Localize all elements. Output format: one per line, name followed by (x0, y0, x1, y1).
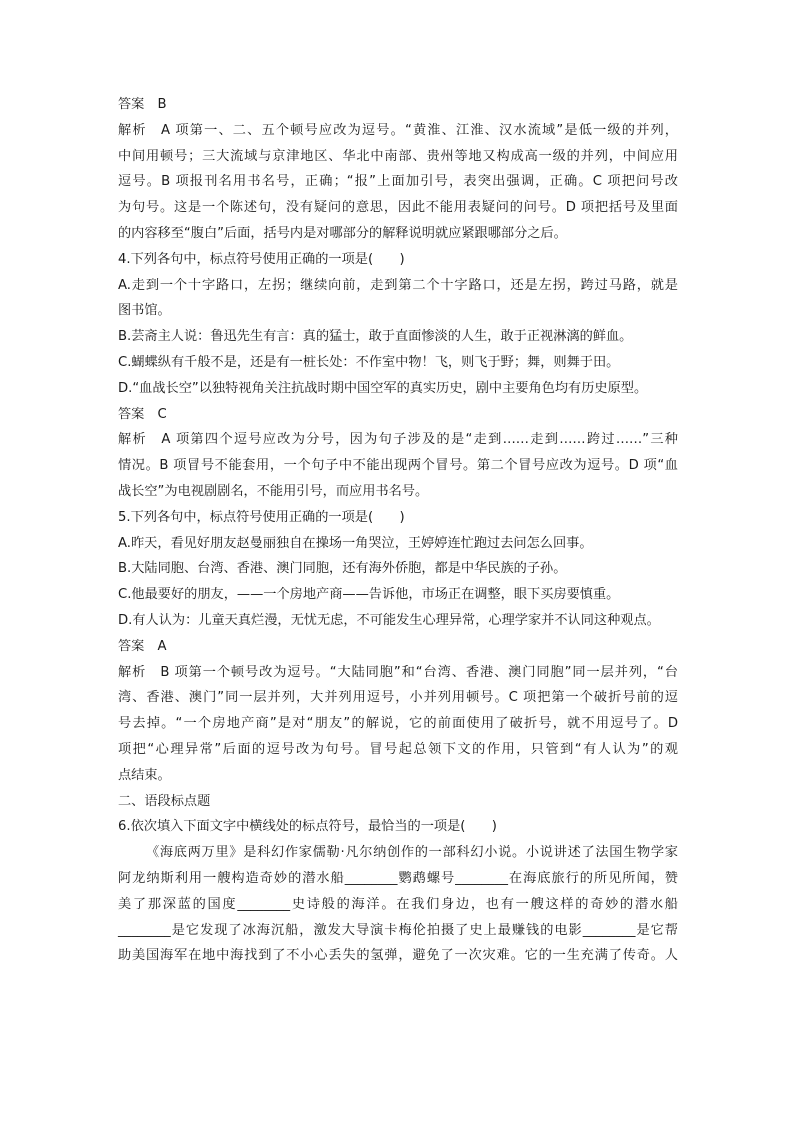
q6-passage-line: 助美国海军在地中海找到了不小心丢失的氢弹，避免了一次灾难。它的一生充满了传奇。人 (118, 948, 678, 964)
q5-option-b: B.大陆同胞、台湾、香港、澳门同胞，还有海外侨胞，都是中华民族的子孙。 (118, 561, 567, 577)
q6-passage-line: 美了那深蓝的国度________史诗般的海洋。在我们身边，也有一艘这样的奇妙的潜水船 (118, 896, 678, 912)
q6-passage-line: 阿龙纳斯利用一艘构造奇妙的潜水船________鹦鹉螺号________在海底旅行的所见所闻，赞 (118, 870, 678, 886)
q5-stem: 5.下列各句中，标点符号使用正确的一项是( ) (118, 509, 405, 525)
q4-analysis-line: 战长空”为电视剧剧名，不能用引号，而应用书名号。 (118, 483, 429, 499)
q4-option-d: D.“血战长空”以独特视角关注抗战时期中国空军的真实历史，剧中主要角色均有历史原型。 (118, 380, 648, 396)
document-page (118, 92, 678, 969)
q5-analysis-line: 湾、香港、澳门”同一层并列，大并列用逗号，小并列用顿号。C 项把第一个破折号前的逗 (118, 690, 678, 706)
q4-stem: 4.下列各句中，标点符号使用正确的一项是( ) (118, 251, 405, 267)
q4-analysis-line: 解析 A 项第四个逗号应改为分号，因为句子涉及的是“走到……走到……跨过……”三种 (118, 432, 678, 448)
q4-answer: 答案 C (118, 406, 167, 422)
q3-analysis-line: 解析 A 项第一、二、五个顿号应改为逗号。“黄淮、江淮、汉水流域”是低一级的并列， (118, 122, 678, 138)
q3-analysis-line: 中间用顿号；三大流域与京津地区、华北中南部、贵州等地又构成高一级的并列，中间应用 (118, 148, 678, 164)
q4-option-a-cont: 图书馆。 (118, 303, 171, 319)
q5-analysis-line: 号去掉。“一个房地产商”是对“朋友”的解说，它的前面使用了破折号，就不用逗号了。D (118, 716, 678, 732)
q3-analysis-line: 为句号。这是一个陈述句，没有疑问的意思，因此不能用表疑问的问号。D 项把括号及里面 (118, 200, 678, 216)
q4-analysis-line: 情况。B 项冒号不能套用，一个句子中不能出现两个冒号。第二个冒号应改为逗号。D 项“血 (118, 458, 678, 474)
q6-passage-line: ________是它发现了冰海沉船，激发大导演卡梅伦拍摄了史上最赚钱的电影________是它帮 (118, 922, 678, 938)
q5-answer: 答案 A (118, 638, 167, 654)
q4-option-b: B.芸斋主人说：鲁迅先生有言：真的猛士，敢于直面惨淡的人生，敢于正视淋漓的鲜血。 (118, 329, 633, 345)
q5-option-a: A.昨天，看见好朋友赵曼丽独自在操场一角哭泣，王婷婷连忙跑过去问怎么回事。 (118, 535, 593, 551)
q5-analysis-line: 项把“心理异常”后面的逗号改为句号。冒号起总领下文的作用，只管到“有人认为”的观 (118, 741, 678, 757)
q5-option-d: D.有人认为：儿童天真烂漫，无忧无虑，不可能发生心理异常，心理学家并不认同这种观点。 (118, 612, 660, 628)
q4-option-c: C.蝴蝶纵有千般不是，还是有一桩长处：不作室中物！飞，则飞于野；舞，则舞于田。 (118, 354, 620, 370)
q3-answer: 答案 B (118, 97, 167, 112)
q3-analysis-line: 的内容移至“腹白”后面，括号内是对哪部分的解释说明就应紧跟哪部分之后。 (118, 225, 567, 241)
q4-option-a: A.走到一个十字路口，左拐；继续向前，走到第二个十字路口，还是左拐，跨过马路，就是 (118, 277, 678, 293)
q5-option-c: C.他最要好的朋友，——一个房地产商——告诉他，市场正在调整，眼下买房要慎重。 (118, 587, 620, 603)
q3-analysis-line: 逗号。B 项报刊名用书名号，正确；“报”上面加引号，表突出强调，正确。C 项把问号改 (118, 174, 678, 190)
q6-passage-line: 《海底两万里》是科幻作家儒勒·凡尔纳创作的一部科幻小说。小说讲述了法国生物学家 (146, 845, 678, 861)
q6-stem: 6.依次填入下面文字中横线处的标点符号，最恰当的一项是( ) (118, 819, 497, 835)
q5-analysis-line: 解析 B 项第一个顿号改为逗号。“大陆同胞”和“台湾、香港、澳门同胞”同一层并列，“台 (118, 664, 678, 680)
q5-analysis-line: 点结束。 (118, 767, 171, 783)
section-heading: 二、语段标点题 (118, 793, 211, 809)
